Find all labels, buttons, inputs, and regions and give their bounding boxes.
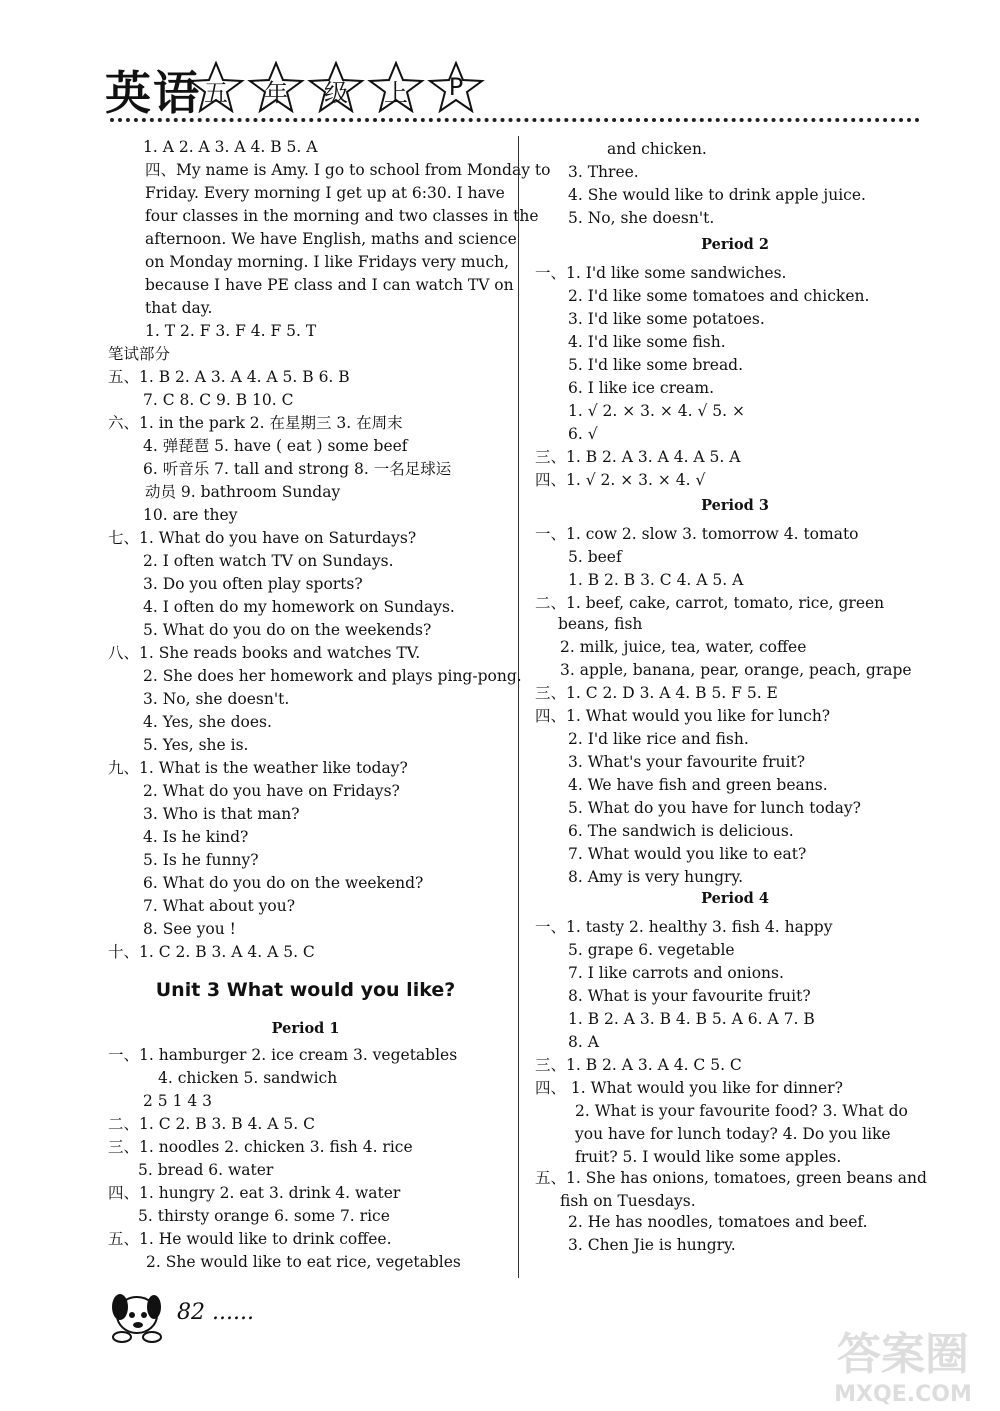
answer-line: 四、 1. What would you like for dinner? — [535, 1079, 843, 1097]
answer-line: 1. B 2. A 3. B 4. B 5. A 6. A 7. B — [568, 1010, 815, 1028]
answer-line: 一、1. tasty 2. healthy 3. fish 4. happy — [535, 918, 833, 936]
badge-year: 年 — [264, 79, 288, 107]
answer-line: 2. I'd like some tomatoes and chicken. — [568, 287, 870, 305]
answer-line: 5. What do you have for lunch today? — [568, 799, 861, 817]
period-heading: Period 2 — [701, 236, 769, 253]
answer-line: 8. Amy is very hungry. — [568, 868, 744, 886]
page-header — [105, 55, 985, 120]
answer-line: 3. Three. — [568, 163, 639, 181]
badge-level: 级 — [324, 79, 348, 107]
answer-line: 6. The sandwich is delicious. — [568, 822, 794, 840]
answer-line: 三、1. B 2. A 3. A 4. C 5. C — [535, 1056, 742, 1074]
badge-star-icon — [367, 61, 425, 113]
answer-line: that day. — [145, 299, 213, 317]
answer-line: 2 5 1 4 3 — [143, 1092, 213, 1110]
answer-line: 4. Is he kind? — [143, 828, 249, 846]
answer-line: 3. I'd like some potatoes. — [568, 310, 765, 328]
answer-line: 5. Yes, she is. — [143, 736, 249, 754]
badge-star-icon — [187, 61, 245, 113]
answer-line: 2. He has noodles, tomatoes and beef. — [568, 1213, 868, 1231]
answer-line: 4. She would like to drink apple juice. — [568, 186, 866, 204]
answer-line: 1. B 2. B 3. C 4. A 5. A — [568, 571, 744, 589]
answer-line: 8. See you ! — [143, 920, 236, 938]
answer-line: 4. I'd like some fish. — [568, 333, 726, 351]
answer-line: 1. T 2. F 3. F 4. F 5. T — [145, 322, 317, 340]
answer-line: 十、1. C 2. B 3. A 4. A 5. C — [108, 943, 315, 961]
answer-line: 1. A 2. A 3. A 4. B 5. A — [143, 138, 318, 156]
answer-line: 10. are they — [143, 506, 238, 524]
answer-line: 5. beef — [568, 548, 622, 566]
answer-line: fruit? 5. I would like some apples. — [575, 1148, 842, 1166]
answer-line: 5. I'd like some bread. — [568, 356, 744, 374]
badge-star-icon — [307, 61, 365, 113]
answer-line: 6. I like ice cream. — [568, 379, 715, 397]
answer-line: 6. 听音乐 7. tall and strong 8. 一名足球运 — [143, 460, 452, 478]
answer-line: 笔试部分 — [108, 345, 171, 363]
header-divider — [110, 118, 920, 122]
answer-line: 1. √ 2. × 3. × 4. √ 5. × — [568, 402, 746, 420]
answer-line: 5. thirsty orange 6. some 7. rice — [138, 1207, 390, 1225]
answer-line: 3. Chen Jie is hungry. — [568, 1236, 736, 1254]
answer-line: 5. bread 6. water — [138, 1161, 274, 1179]
badge-star-icon — [427, 61, 485, 113]
answer-line: 4. Yes, she does. — [143, 713, 272, 731]
page-number: 82 ...... — [177, 1300, 254, 1325]
answer-line: fish on Tuesdays. — [560, 1192, 696, 1210]
badge-star-icon — [247, 61, 305, 113]
period-heading: Period 4 — [701, 890, 769, 907]
answer-line: 2. What do you have on Fridays? — [143, 782, 400, 800]
answer-line: 5. grape 6. vegetable — [568, 941, 735, 959]
answer-line: 三、1. C 2. D 3. A 4. B 5. F 5. E — [535, 684, 778, 702]
answer-line: 3. apple, banana, pear, orange, peach, grape — [560, 661, 912, 679]
answer-line: 七、1. What do you have on Saturdays? — [108, 529, 417, 547]
answer-line: 8. What is your favourite fruit? — [568, 987, 811, 1005]
page-footer — [102, 1285, 302, 1345]
answer-line: 2. milk, juice, tea, water, coffee — [560, 638, 807, 656]
answer-line: 2. She does her homework and plays ping-pong. — [143, 667, 522, 685]
answer-line: 4. We have fish and green beans. — [568, 776, 828, 794]
unit-heading: Unit 3 What would you like? — [155, 979, 456, 1001]
answer-line: 三、1. noodles 2. chicken 3. fish 4. rice — [108, 1138, 413, 1156]
answer-line: 6. √ — [568, 425, 598, 443]
answer-line: 八、1. She reads books and watches TV. — [108, 644, 421, 662]
answer-line: 三、1. B 2. A 3. A 4. A 5. A — [535, 448, 741, 466]
period-heading: Period 1 — [271, 1020, 340, 1037]
answer-line: 2. What is your favourite food? 3. What do — [575, 1102, 908, 1120]
answer-line: 四、1. hungry 2. eat 3. drink 4. water — [108, 1184, 401, 1202]
answer-line: 六、1. in the park 2. 在星期三 3. 在周末 — [108, 414, 403, 432]
answer-line: 一、1. I'd like some sandwiches. — [535, 264, 787, 282]
answer-line: you have for lunch today? 4. Do you like — [575, 1125, 891, 1143]
answer-line: 4. I often do my homework on Sundays. — [143, 598, 455, 616]
dog-mascot-icon — [102, 1285, 172, 1345]
answer-line: 3. Who is that man? — [143, 805, 300, 823]
answer-line: 3. Do you often play sports? — [143, 575, 363, 593]
answer-line: 5. No, she doesn't. — [568, 209, 715, 227]
answer-line: because I have PE class and I can watch TV on — [145, 276, 514, 294]
answer-line: 二、1. C 2. B 3. B 4. A 5. C — [108, 1115, 315, 1133]
answer-line: 五、1. B 2. A 3. A 4. A 5. B 6. B — [108, 368, 350, 386]
answer-line: 4. 弹琵琶 5. have ( eat ) some beef — [143, 437, 408, 455]
answer-line: 四、1. √ 2. × 3. × 4. √ — [535, 471, 706, 489]
answer-line: 五、1. She has onions, tomatoes, green beans and — [535, 1169, 927, 1187]
answer-line: 5. What do you do on the weekends? — [143, 621, 432, 639]
answer-line: 6. What do you do on the weekend? — [143, 874, 424, 892]
answer-line: afternoon. We have English, maths and science — [145, 230, 517, 248]
answer-line: 3. No, she doesn't. — [143, 690, 290, 708]
answer-line: 二、1. beef, cake, carrot, tomato, rice, green — [535, 594, 885, 612]
answer-line: on Monday morning. I like Fridays very much, — [145, 253, 510, 271]
answer-line: 九、1. What is the weather like today? — [108, 759, 408, 777]
answer-line: 2. She would like to eat rice, vegetables — [146, 1253, 461, 1271]
answer-line: 2. I often watch TV on Sundays. — [143, 552, 394, 570]
badge-edition: P — [448, 73, 464, 101]
answer-line: four classes in the morning and two classes in the — [145, 207, 539, 225]
answer-line: Friday. Every morning I get up at 6:30. I have — [145, 184, 505, 202]
answer-line: and chicken. — [607, 140, 707, 158]
answer-line: 一、1. cow 2. slow 3. tomorrow 4. tomato — [535, 525, 859, 543]
answer-line: 四、1. What would you like for lunch? — [535, 707, 831, 725]
answer-line: 7. C 8. C 9. B 10. C — [143, 391, 294, 409]
watermark-logo: 答案圈 MXQE.COM — [834, 1329, 972, 1407]
answer-line: beans, fish — [558, 615, 643, 633]
column-divider — [518, 136, 519, 1278]
answer-line: 五、1. He would like to drink coffee. — [108, 1230, 392, 1248]
answer-line: 8. A — [568, 1033, 599, 1051]
answer-line: 7. What would you like to eat? — [568, 845, 807, 863]
answer-line: 2. I'd like rice and fish. — [568, 730, 749, 748]
answer-line: 7. I like carrots and onions. — [568, 964, 784, 982]
badge-grade: 五 — [204, 79, 228, 107]
answer-line: 4. chicken 5. sandwich — [158, 1069, 338, 1087]
answer-line: 5. Is he funny? — [143, 851, 259, 869]
answer-line: 动员 9. bathroom Sunday — [145, 483, 341, 501]
subject-title: 英语 — [105, 66, 201, 120]
period-heading: Period 3 — [701, 497, 769, 514]
answer-line: 7. What about you? — [143, 897, 296, 915]
answer-line: 四、My name is Amy. I go to school from Monday to — [145, 161, 551, 179]
badge-term: 上 — [384, 79, 408, 107]
answer-line: 3. What's your favourite fruit? — [568, 753, 806, 771]
answer-line: 一、1. hamburger 2. ice cream 3. vegetables — [108, 1046, 458, 1064]
